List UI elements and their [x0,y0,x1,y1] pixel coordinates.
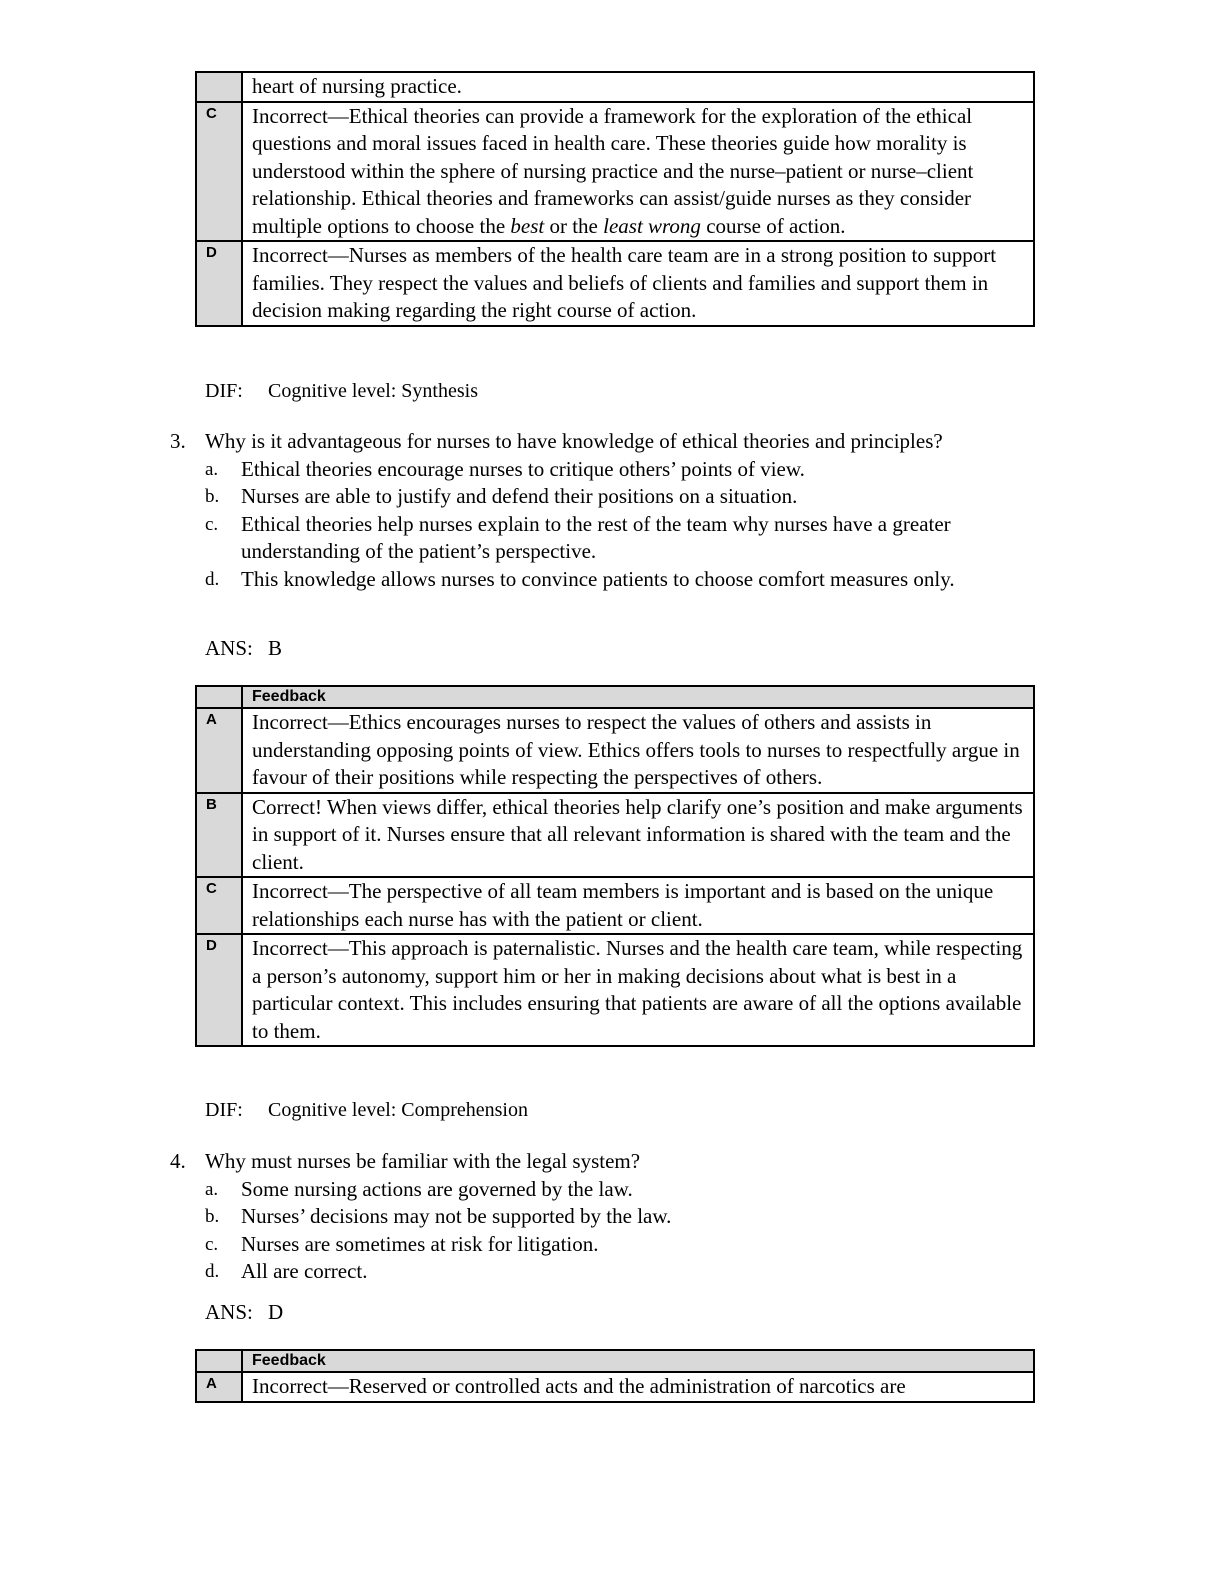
option-letter: a. [205,458,219,480]
answer-option [205,1231,1050,1259]
row-text: Incorrect—Nurses as members of the health care team are in a strong position to support families. They respect the values and beliefs of clients and families and support them in decision making regarding the right course of action. [242,241,1034,326]
row-text-part: or the [544,213,604,238]
answer-label: ANS: [205,1300,253,1324]
answer-line [205,635,282,662]
feedback-row [196,72,1034,102]
feedback-table-q2 [195,71,1035,327]
answer-option [205,1258,1050,1286]
feedback-header: Feedback [242,686,1034,708]
row-text: Incorrect—Ethics encourages nurses to respect the values of others and assists in understanding opposing points of view. Ethics offers tools to nurses to respectfully argue in favour of their positions while respecting the perspectives of others. [242,708,1034,793]
feedback-row [196,708,1034,793]
option-text: Ethical theories encourage nurses to critique others’ points of view. [241,456,805,481]
option-letter: a. [205,1178,219,1200]
row-text [242,102,1034,242]
question-stem: Why must nurses be familiar with the legal system? [205,1149,641,1173]
answer-option [205,1203,1050,1231]
option-text: Nurses’ decisions may not be supported by the law. [241,1204,672,1228]
option-letter: b. [205,486,220,507]
difficulty-line [205,1098,528,1122]
row-text-emphasis: least wrong [603,213,701,238]
answer-option [205,456,1050,484]
answer-option [205,511,991,566]
row-letter: A [196,1372,242,1402]
feedback-table-q3 [195,685,1035,1047]
feedback-row [196,102,1034,242]
header-blank-cell [196,1350,242,1372]
option-text: This knowledge allows nurses to convince patients to choose comfort measures only. [241,566,955,591]
question-number: 3. [170,429,186,453]
feedback-header-row [196,1350,1034,1372]
row-letter: A [196,708,242,793]
row-letter: C [196,102,242,242]
dif-value: Cognitive level: Comprehension [268,1099,528,1121]
feedback-row [196,934,1034,1046]
feedback-header: Feedback [242,1350,1034,1372]
row-text: Correct! When views differ, ethical theories help clarify one’s position and make arguments in support of it. Nurses ensure that all relevant information is shared with the team and the client. [242,793,1034,878]
answer-line [205,1299,283,1326]
option-text: All are correct. [241,1259,368,1283]
row-text-emphasis: best [510,213,545,238]
row-text-part: course of action. [700,213,846,238]
feedback-row [196,241,1034,326]
answer-value: B [268,636,283,660]
option-text: Some nursing actions are governed by the law. [241,1176,633,1201]
answer-option [205,1176,1050,1204]
row-text: Incorrect—The perspective of all team members is important and is based on the unique relationships each nurse has with the patient or client. [242,877,1034,934]
option-text: Nurses are able to justify and defend their positions on a situation. [241,484,798,508]
option-letter: d. [205,1261,220,1282]
row-letter [196,72,242,102]
feedback-row [196,793,1034,878]
feedback-row [196,877,1034,934]
question-number: 4. [170,1149,186,1173]
difficulty-line [205,379,478,403]
option-letter: c. [205,1233,219,1255]
option-letter: b. [205,1206,220,1227]
option-letter: d. [205,568,220,590]
option-letter: c. [205,513,219,535]
row-text: Incorrect—This approach is paternalistic. Nurses and the health care team, while respecting a person’s autonomy, support him or her in making decisions about what is best in a particular context. This includes ensuring that patients are aware of all the options available to them. [242,934,1034,1046]
row-letter: D [196,934,242,1046]
row-letter: D [196,241,242,326]
answer-option [205,483,1050,511]
row-text: heart of nursing practice. [242,72,1034,102]
question-stem: Why is it advantageous for nurses to have knowledge of ethical theories and principles? [205,429,943,453]
option-text: Ethical theories help nurses explain to the rest of the team why nurses have a greater understanding of the patient’s perspective. [241,511,951,563]
answer-option [205,566,1011,594]
answer-value: D [268,1300,284,1324]
question-4 [170,1148,1050,1286]
answer-label: ANS: [205,636,253,660]
feedback-table-q4 [195,1349,1035,1403]
dif-label: DIF: [205,380,243,402]
feedback-row [196,1372,1034,1402]
row-letter: B [196,793,242,878]
header-blank-cell [196,686,242,708]
option-text: Nurses are sometimes at risk for litigation. [241,1231,599,1256]
row-letter: C [196,877,242,934]
question-3 [170,428,1050,593]
row-text: Incorrect—Reserved or controlled acts and the administration of narcotics are [242,1372,1034,1402]
row-text-part: Incorrect—Ethical theories can provide a framework for the exploration of the ethical questions and moral issues faced in health care. These theories guide how morality is understood within the sphere of nursing practice and the nurse–patient or nurse–client relationship. Ethical theories and frameworks can assist/guide nurses as they consider multiple options to choose the [252,103,974,238]
feedback-header-row [196,686,1034,708]
dif-value: Cognitive level: Synthesis [268,380,478,402]
dif-label: DIF: [205,1099,243,1121]
